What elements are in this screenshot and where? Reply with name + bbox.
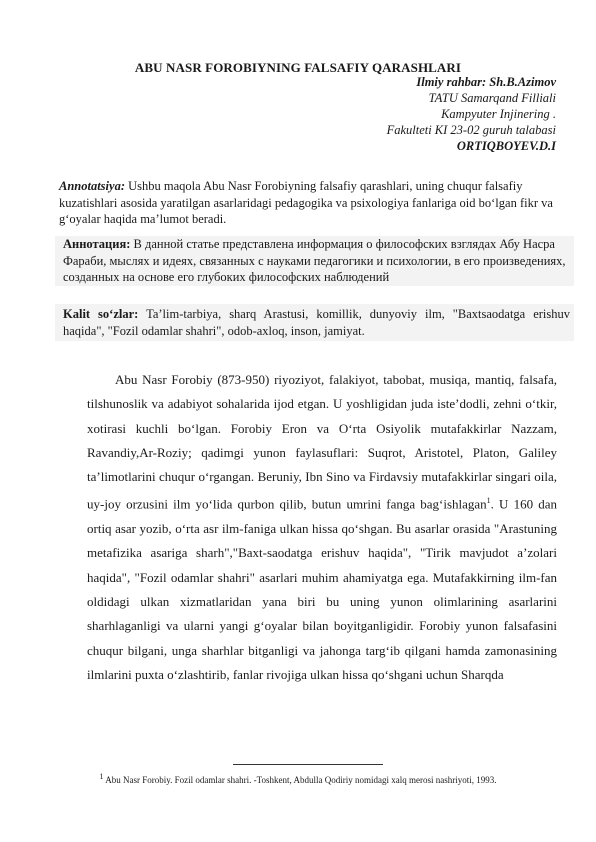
keywords-text: Ta’lim-tarbiya, sharq Arastusi, komillik, dunyoviy ilm, "Baxtsaodatga erishuv haqida", "Fozil odamlar shahri", odob-axloq, inson, jamiyat. [63, 307, 570, 338]
footnote-ref[interactable]: 1 [486, 496, 491, 506]
abstract-russian-label: Аннотация: [63, 237, 131, 251]
paper-title: ABU NASR FOROBIYNING FALSAFIY QARASHLARI [134, 60, 462, 75]
abstract-uzbek [55, 178, 566, 228]
footnote [0, 772, 596, 785]
author-name: ORTIQBOYEV.D.I [456, 139, 556, 153]
institution: TATU Samarqand Filliali [428, 91, 556, 105]
keywords [55, 304, 574, 341]
keywords-label: Kalit so‘zlar: [63, 307, 139, 321]
abstract-russian [55, 236, 574, 286]
supervisor: Ilmiy rahbar: Sh.B.Azimov [416, 75, 556, 89]
footnote-text: Abu Nasr Forobiy. Fozil odamlar shahri. -Toshkent, Abdulla Qodiriy nomidagi xalq merosi nashriyoti, 1993. [103, 775, 497, 785]
body-paragraph [87, 368, 557, 687]
abstract-uzbek-text: Ushbu maqola Abu Nasr Forobiyning falsafiy qarashlari, uning chuqur falsafiy kuzatishlari asosida yaratilgan asarlaridagi pedagogika va psixologiya fanlariga oid bo‘lgan fikr va g‘oyalar haqida ma’lumot beradi. [59, 179, 553, 226]
footnote-number: 1 [99, 772, 104, 781]
footnote-divider [233, 764, 383, 765]
body-text-2: . U 160 dan ortiq asar yozib, o‘rta asr ilm-faniga ulkan hissa qo‘shgan. Bu asarlar orasida "Arastuning metafizika asariga sharh","Baxt-saodatga erishuv haqida", "Tirik mavjudot a’zolari haqida", "Fozil odamlar shahri" asarlari muhim ahamiyatga ega. Mutafakkirning ilm-fan oldidagi ulkan xizmatlaridan yana biri bu uning yunon olimlarining asarlarini sharhlaganligi va ularni yangi g‘oyalar bilan boyitganligidir. Forobiy yunon falsafasini chuqur bilgani, unga sharhlar bitganligi va jahonga targ‘ib qilgani hamda zamonasining ilmlarini puxta o‘zlashtirib, fanlar rivojiga ulkan hissa qo‘shgani uchun Sharqda [87, 496, 557, 682]
author-block [256, 74, 556, 154]
student-group: Fakulteti KI 23-02 guruh talabasi [386, 123, 556, 137]
abstract-uzbek-label: Annotatsiya: [59, 179, 125, 193]
body-text-1: Abu Nasr Forobiy (873-950) riyoziyot, falakiyot, tabobat, musiqa, mantiq, falsafa, tilshunoslik va adabiyot sohalarida ijod etgan. U yoshligidan juda iste’dodli, zehni o‘tkir, xotirasi kuchli bo‘lgan. Forobiy Eron va O‘rta Osiyolik mutafakkirlar Nazzam, Ravandiy,Ar-Roziy; qadimgi yunon faylasuflari: Suqrot, Aristotel, Platon, Galiley ta’limotlarini chuqur o‘rgangan. Beruniy, Ibn Sino va Firdavsiy mutafakkirlar singari oila, uy-joy orzusini ilm yo‘lida qurbon qilib, butun umrini fanga bag‘ishlagan [87, 372, 557, 512]
faculty: Kampyuter Injinering . [441, 107, 556, 121]
abstract-russian-text: В данной статье представлена информация о философских взглядах Абу Насра Фараби, мыслях и идеях, связанных с науками педагогики и психологии, в его произведениях, созданных на основе его глубоких философских наблюдений [63, 237, 566, 284]
